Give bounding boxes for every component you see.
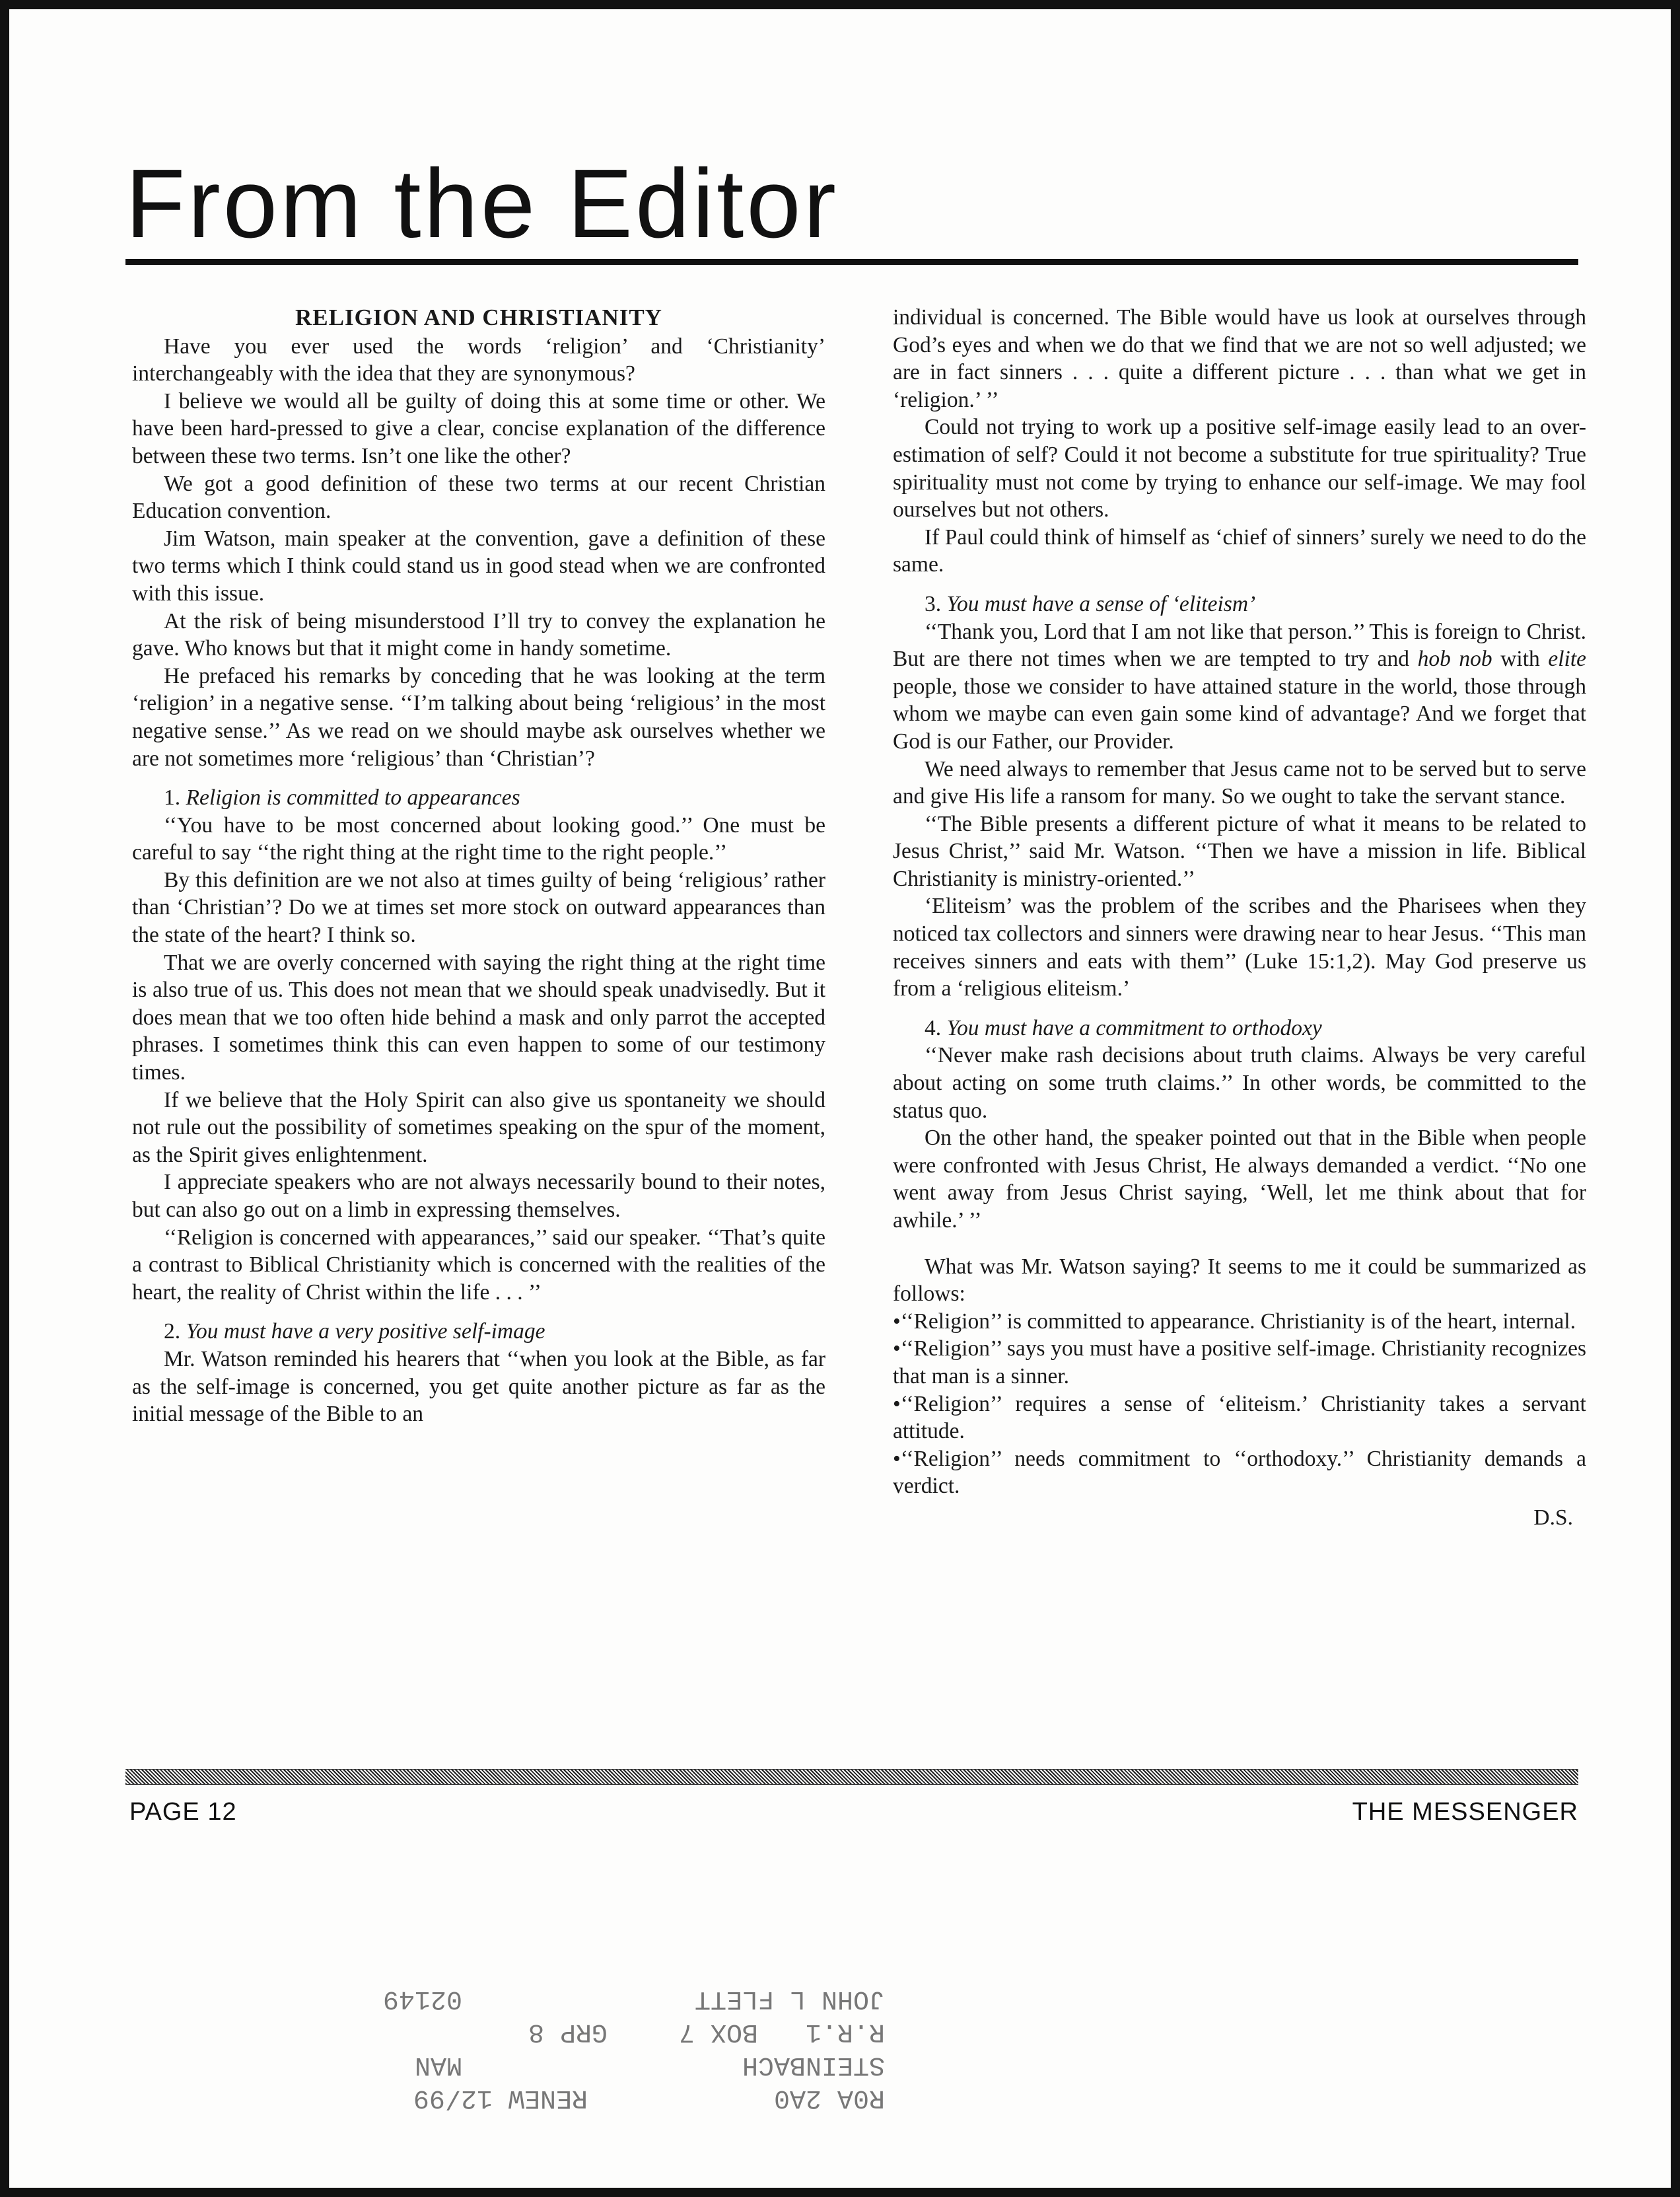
section-heading-4 — [893, 1015, 1586, 1042]
section-heading-2 — [132, 1318, 825, 1346]
paragraph: If we believe that the Holy Spirit can also give us spontaneity we should not rule out the possibility of sometimes speaking on the spur of the moment, as the Spirit gives enlightenment. — [132, 1087, 825, 1167]
section-number: 1. — [164, 785, 181, 810]
paragraph: I appreciate speakers who are not always necessarily bound to their notes, but can also go out on a limb in expressing themselves. — [132, 1170, 825, 1222]
label-name: JOHN L FLETT — [694, 1984, 885, 2013]
section-title: Religion is committed to appearances — [186, 785, 520, 810]
publication-name: THE MESSENGER — [1352, 1798, 1578, 1826]
label-postal: R0A 2A0 — [773, 2083, 885, 2112]
paragraph — [893, 618, 1586, 756]
paragraph: By this definition are we not also at times guilty of being ‘religious’ rather than ‘Christian’? Do we at times set more stock on outward appearances than the state of the heart? I think so. — [132, 867, 825, 948]
label-renew: RENEW 12/99 — [413, 2083, 588, 2112]
left-column — [132, 304, 825, 1428]
paragraph: That we are overly concerned with saying the right thing at the right time is also true of us. This does not mean that we should speak unadvisedly. But it does mean that we too often hide behind a mask and only parrot the accepted phrases. I sometimes think this can even happen to some of our testimony times. — [132, 950, 825, 1085]
footer-divider — [125, 1769, 1578, 1785]
right-column — [893, 304, 1586, 1532]
italic-text: elite — [1548, 647, 1587, 672]
paragraph: Could not trying to work up a positive self-image easily lead to an over-estimation of self? Could it not become a substitute for true spirituality? True spirituality must not come by trying to enhance our self-image. We may fool ourselves but not others. — [893, 415, 1586, 522]
paragraph: Mr. Watson reminded his hearers that ‘‘when you look at the Bible, as far as the self-image is concerned, you get quite another picture as far as the initial message of the Bible to an — [132, 1346, 825, 1427]
paragraph: We got a good definition of these two terms at our recent Christian Education convention. — [132, 471, 825, 524]
text-run: ‘‘Thank you, Lord that I am not like that person.’’ This is foreign to Christ. But are there not times when we are tempted to try and — [893, 619, 1586, 672]
author-signature: D.S. — [1533, 1505, 1573, 1530]
section-title: You must have a commitment to orthodoxy — [946, 1015, 1322, 1040]
section-title: You must have a very positive self-image — [186, 1319, 545, 1344]
article-heading: RELIGION AND CHRISTIANITY — [295, 305, 662, 330]
text-run: people, those we consider to have attained stature in the world, those through whom we maybe can even gain some kind of advantage? And we forget that God is our Father, our Provider. — [893, 674, 1586, 754]
text-run: with — [1492, 647, 1549, 672]
paragraph: ‘‘You have to be most concerned about looking good.’’ One must be careful to say ‘‘the right thing at the right time to the right people.’’ — [132, 812, 825, 865]
paragraph: Jim Watson, main speaker at the convention, gave a definition of these two terms which I think could stand us in good stead when we are confronted with this issue. — [132, 526, 825, 606]
paragraph: We need always to remember that Jesus came not to be served but to serve and give His life a ransom for many. So we ought to take the servant stance. — [893, 756, 1586, 809]
summary-bullet: •‘‘Religion’’ requires a sense of ‘eliteism.’ Christianity takes a servant attitude. — [893, 1391, 1586, 1444]
summary-bullet: •‘‘Religion’’ says you must have a positive self-image. Christianity recognizes that man is a sinner. — [893, 1336, 1586, 1388]
section-number: 2. — [164, 1319, 181, 1344]
paragraph: He prefaced his remarks by conceding that he was looking at the term ‘religion’ in a negative sense. ‘‘I’m talking about being ‘religious’ in the most negative sense.’’ As we read on we should maybe ask ourselves whether we are not sometimes more ‘religious’ than ‘Christian’? — [132, 663, 825, 771]
page-number: PAGE 12 — [129, 1798, 237, 1826]
paragraph: At the risk of being misunderstood I’ll try to convey the explanation he gave. Who knows but that it might come in handy sometime. — [132, 608, 825, 661]
paragraph: ‘Eliteism’ was the problem of the scribes and the Pharisees when they noticed tax collectors and sinners were drawing near to hear Jesus. ‘‘This man receives sinners and eats with them’’ (Luke 15:1,2). May God preserve us from a ‘religious eliteism.’ — [893, 894, 1586, 1001]
paragraph: individual is concerned. The Bible would have us look at ourselves through God’s eyes and when we do that we find that we are not so well adjusted; we are in fact sinners . . . quite a different picture . . . than what we get in ‘religion.’ ’’ — [893, 305, 1586, 412]
paragraph: ‘‘Never make rash decisions about truth claims. Always be very careful about acting on some truth claims.’’ In other words, be committed to the status quo. — [893, 1043, 1586, 1123]
paragraph: Have you ever used the words ‘religion’ and ‘Christianity’ interchangeably with the idea that they are synonymous? — [132, 334, 825, 386]
mailing-label — [357, 1896, 885, 2114]
paragraph: On the other hand, the speaker pointed out that in the Bible when people were confronted with Jesus Christ, He always demanded a verdict. ‘‘No one went away from Jesus Christ saying, ‘Well, let me think about that for awhile.’ ’’ — [893, 1126, 1586, 1233]
summary-bullet: •‘‘Religion’’ needs commitment to ‘‘orthodoxy.’’ Christianity demands a verdict. — [893, 1446, 1586, 1499]
title-rule — [125, 259, 1578, 265]
paragraph: If Paul could think of himself as ‘chief of sinners’ surely we need to do the same. — [893, 524, 1586, 577]
page-title: From the Editor — [125, 149, 839, 258]
label-route: R.R.1 BOX 7 — [678, 2017, 885, 2046]
label-group: GRP 8 — [528, 2017, 608, 2046]
section-heading-3 — [893, 591, 1586, 618]
label-town: STEINBACH — [742, 2050, 885, 2079]
label-province: MAN — [414, 2050, 462, 2079]
section-number: 4. — [925, 1015, 942, 1040]
paragraph: ‘‘Religion is concerned with appearances,’’ said our speaker. ‘‘That’s quite a contrast to Biblical Christianity which is concerned with the realities of the heart, the reality of Christ within the life . . . ’’ — [132, 1225, 825, 1305]
section-number: 3. — [925, 591, 942, 616]
paragraph: What was Mr. Watson saying? It seems to me it could be summarized as follows: — [893, 1254, 1586, 1307]
section-heading-1 — [132, 784, 825, 812]
summary-bullet: •‘‘Religion’’ is committed to appearance. Christianity is of the heart, internal. — [893, 1309, 1576, 1334]
label-code: 02149 — [382, 1984, 462, 2013]
paragraph: I believe we would all be guilty of doing this at some time or other. We have been hard-pressed to give a clear, concise explanation of the difference between these two terms. Isn’t one like the other? — [132, 388, 825, 468]
italic-text: hob nob — [1417, 647, 1492, 672]
paragraph: ‘‘The Bible presents a different picture of what it means to be related to Jesus Christ,’’ said Mr. Watson. ‘‘Then we have a mission in life. Biblical Christianity is ministry-oriented.’’ — [893, 811, 1586, 891]
section-title: You must have a sense of ‘eliteism’ — [946, 591, 1256, 616]
